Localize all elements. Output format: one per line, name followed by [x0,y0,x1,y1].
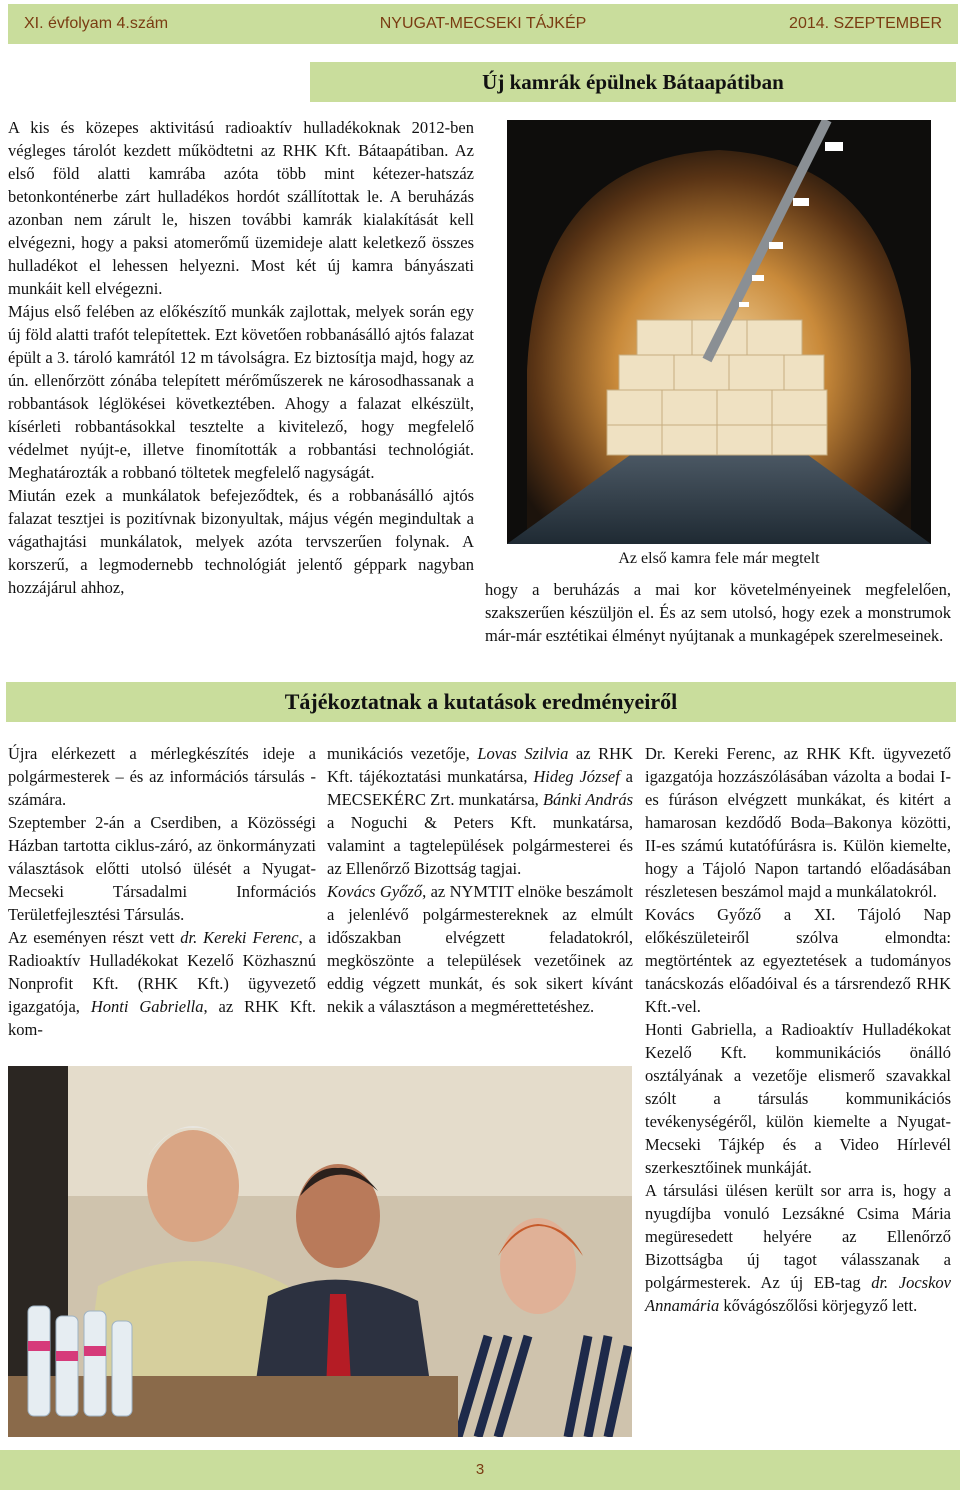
article-2-column-2 [327,742,633,1018]
text-run: A társulási ülésen került sor arra is, hogy a nyugdíjba vonuló Lezsákné Csima Mária megüresedett helyére az Ellenőrző Bizottságba új tagot válasszanak a polgármesterek. Az új EB-tag [645,1181,951,1292]
publication-title: NYUGAT-MECSEKI TÁJKÉP [379,15,587,32]
article-2-paragraph: Újra elérkezett a mérlegkészítés ideje a polgármesterek – és az információs társulás - számára. [8,744,316,809]
text-run: Az eseményen részt vett [8,928,181,947]
article-2-paragraph [327,880,633,1018]
text-run: kővágószőlősi körjegyző lett. [719,1296,918,1315]
article-1-column-right [485,578,951,647]
article-1-paragraph: Május első felében az előkészítő munkák zajlottak, melyek során egy új föld alatti trafót telepítettek. Ezt követően robbanásálló ajtós falazat épült a 3. tároló kamrától 12 m távolságra. Ez biztosítja majd, hogy az ún. ellenőrzött zónába telepített mérőműszerek ne károsodhassanak a robbantások léglökései következtében. Ahogy a falazat elkészült, kísérleti robbantásokkal tesztelte a kivitelező, hogy megfelelő védelmet nyújt-e, illetve finomították a robbantási technológiát. Meghatározták a robbanó töltetek megfelelő nagyságát. [8,302,474,482]
issue-date: 2014. SZEPTEMBER [789,15,942,32]
text-run: a MECSEKÉRC Zrt. munkatársa, [327,767,633,809]
issue-label: XI. évfolyam 4.szám [24,15,169,32]
page-number: 3 [0,1450,960,1490]
photo-caption: Az első kamra fele már megtelt [618,550,820,567]
person-name: dr. Kereki Ferenc [180,928,299,947]
meeting-photo [8,1066,632,1437]
article-2-paragraph [8,926,316,1041]
text-run: , az NYMTIT elnöke beszámolt a jelenlévő polgármestereknek az elmúlt időszakban elvégzett feladatokról, megköszönte a települések vezetőinek az eddig végzett munkát, és sok sikert kívánt nekik a választáson a megmérettetéshez. [327,882,633,1016]
article-1-paragraph: Miután ezek a munkálatok befejeződtek, és a robbanásálló ajtós falazat tesztjei is pozitívnak bizonyultak, május végén megindultak a vágathajtási munkálatok, melyek azóta tervszerűen folynak. A korszerű, a legmodernebb technológiát jelentő géppark nagyban hozzájárul ahhoz, [8,486,474,597]
article-2-paragraph: Szeptember 2-án a Cserdiben, a Közösségi Házban tartotta ciklus-záró, az önkormányzati választások előtti utolsó ülését a Nyugat-Mecseki Társadalmi Információs Területfejlesztési Társulás. [8,813,316,924]
text-run: , az RHK Kft. kom- [8,997,317,1039]
article-2-paragraph: Honti Gabriella, a Radioaktív Hulladékokat Kezelő Kft. kommunikációs önálló osztályának a vezetője elismerő szavakkal szólt a társulás kommunikációs tevékenységéről, külön kiemelte a Nyugat-Mecseki Tájkép és a Video Hírlevél szerkesztőinek munkáját. [645,1020,951,1177]
article-2-column-3 [645,742,951,1317]
text-run: munikációs vezetője, [327,744,478,763]
page-header [8,4,958,44]
person-name: Lovas Szilvia [477,744,569,763]
person-name: Hideg József [533,767,620,786]
article-1-paragraph: hogy a beruházás a mai kor követelményeinek megfelelően, szakszerűen készüljön el. És az sem utolsó, hogy ezek a monstrumok már-már esztétikai élményt nyújtanak a munkagépek szerelmeseinek. [485,580,951,645]
person-name: dr. Jocskov Annamária [645,1273,952,1315]
article-2-paragraph [327,742,633,880]
person-name: Kovács Győző [327,882,423,901]
article-1-paragraph: A kis és közepes aktivitású radioaktív hulladékoknak 2012-ben végleges tárolót kezdett működtetni az RHK Kft. Bátaapátiban. Az első föld alatti kamrába azóta több mint kétezer-hatszáz betonkonténerbe zárt hulladékos hordót szállítottak le. A beruházás azonban nem zárult le, hiszen további kamrák kialakítását kell elvégezni, hogy a paksi atomerőmű üzemideje alatt keletkező összes hulladékot el lehessen helyezni. Most két új kamra bányászati munkáit kell elvégezni. [8,118,474,298]
text-run: az RHK Kft. tájékoztatási munkatársa, [327,744,633,786]
article-2-paragraph: Kovács Győző a XI. Tájoló Nap előkészületeiről szólva elmondta: megtörténtek az egyeztetések a tudományos tanácskozás előadóival és a társrendező RHK Kft.-vel. [645,905,951,1016]
storage-chamber-photo [507,120,931,544]
article-2-title: Tájékoztatnak a kutatások eredményeiről [6,682,956,722]
article-2-paragraph [645,1179,951,1317]
article-1-title: Új kamrák épülnek Bátaapátiban [310,62,956,102]
text-run: , a Radioaktív Hulladékokat Kezelő Közhasznú Nonprofit Kft. (RHK Kft.) ügyvezető igazgatója, [8,928,316,1016]
text-run: a Noguchi & Peters Kft. munkatársa, valamint a tagtelepülések polgármesterei és az Ellenőrző Bizottság tagjai. [327,813,633,878]
person-name: Honti Gabriella [90,997,204,1016]
article-2-paragraph: Dr. Kereki Ferenc, az RHK Kft. ügyvezető igazgatója hozzászólásában vázolta a bodai I-es fúráson elvégzett munkákat, és kitért a hamarosan kezdődő Boda–Bakonya közötti, II-es számú kutatófúrásra is. Külön kiemelte, hogy a Tájoló Napon tartandó előadásában részletesen beszámol majd a munkálatokról. [645,744,951,901]
person-name: Bánki András [542,790,633,809]
article-1-column-left [8,116,474,599]
article-2-column-1 [8,742,316,1041]
